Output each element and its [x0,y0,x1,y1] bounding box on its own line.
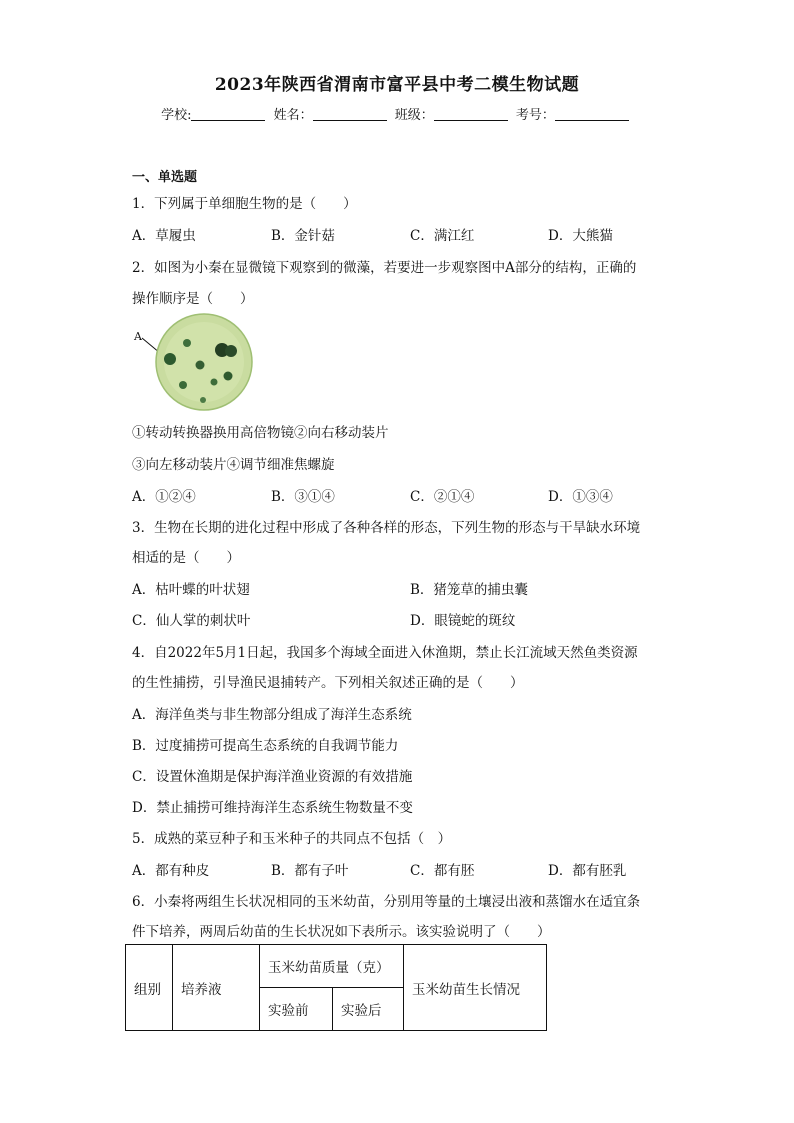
q4-option-a[interactable]: A．海洋鱼类与非生物部分组成了海洋生态系统 [132,707,412,723]
experiment-table [125,944,547,1031]
page-title: 2023年陕西省渭南市富平县中考二模生物试题 [214,75,580,95]
q3-stem-line1: 3．生物在长期的进化过程中形成了各种各样的形态，下列生物的形态与干旱缺水环境 [132,520,641,536]
q3-option-b[interactable]: B．猪笼草的捕虫囊 [410,582,528,598]
name-blank[interactable] [313,108,387,121]
table-header-medium: 培养液 [173,945,260,1031]
q3-option-c[interactable]: C．仙人掌的刺状叶 [132,613,251,629]
q1-option-d[interactable]: D．大熊猫 [548,228,613,244]
q2-steps-line2: ③向左移动装片④调节细准焦螺旋 [132,457,335,473]
algae-cell [211,379,218,386]
q4-option-d[interactable]: D．禁止捕捞可维持海洋生态系统生物数量不变 [132,800,413,816]
class-blank[interactable] [434,108,508,121]
q6-stem-line2: 件下培养，两周后幼苗的生长状况如下表所示。该实验说明了（ ） [132,924,551,940]
algae-cell [179,381,187,389]
q5-option-a[interactable]: A．都有种皮 [132,863,210,879]
q2-option-d[interactable]: D．①③④ [548,489,613,505]
section-heading: 一、单选题 [132,170,198,185]
algae-cell [225,345,237,357]
q4-stem-line1: 4．自2022年5月1日起，我国多个海域全面进入休渔期，禁止长江流域天然鱼类资源 [132,645,638,661]
table-header-before: 实验前 [260,988,333,1031]
q2-stem-line1: 2．如图为小秦在显微镜下观察到的微藻，若要进一步观察图中A部分的结构，正确的 [132,260,637,276]
table-header-after: 实验后 [333,988,404,1031]
number-blank[interactable] [555,108,629,121]
figure-label-a: A [134,330,142,343]
school-label: 学校: [161,108,192,123]
q3-stem-line2: 相适的是（ ） [132,550,240,566]
algae-cell [196,361,205,370]
algae-cell [200,397,206,403]
q2-option-a[interactable]: A．①②④ [132,489,196,505]
q1-option-b[interactable]: B．金针菇 [271,228,335,244]
q1-option-c[interactable]: C．满江红 [410,228,475,244]
table-header-mass: 玉米幼苗质量（克） [260,945,404,988]
number-label: 考号： [515,108,555,123]
q1-stem: 1．下列属于单细胞生物的是（ ） [132,196,357,212]
microscope-algae-figure [130,312,256,412]
q5-option-d[interactable]: D．都有胚乳 [548,863,627,879]
table-header-growth: 玉米幼苗生长情况 [404,945,547,1031]
q1-option-a[interactable]: A．草履虫 [132,228,196,244]
q2-steps-line1: ①转动转换器换用高倍物镜②向右移动装片 [132,425,389,441]
q4-stem-line2: 的生性捕捞，引导渔民退捕转产。下列相关叙述正确的是（ ） [132,675,524,691]
q5-option-b[interactable]: B．都有子叶 [271,863,349,879]
class-label: 班级： [394,108,434,123]
school-blank[interactable] [191,108,265,121]
q3-option-d[interactable]: D．眼镜蛇的斑纹 [410,613,516,629]
table-header-group: 组别 [126,945,173,1031]
algae-cell [183,339,191,347]
name-label: 姓名： [273,108,313,123]
q6-stem-line1: 6．小秦将两组生长状况相同的玉米幼苗，分别用等量的土壤浸出液和蒸馏水在适宜条 [132,894,641,910]
q5-option-c[interactable]: C．都有胚 [410,863,475,879]
algae-cell [224,372,233,381]
algae-cell [164,353,176,365]
q3-option-a[interactable]: A．枯叶蝶的叶状翅 [132,582,250,598]
q5-stem: 5．成熟的菜豆种子和玉米种子的共同点不包括（ ） [132,831,452,847]
student-info-line [0,104,794,123]
q2-option-b[interactable]: B．③①④ [271,489,335,505]
q2-stem-line2: 操作顺序是（ ） [132,291,254,307]
q2-option-c[interactable]: C．②①④ [410,489,475,505]
field-highlight [164,322,244,402]
q4-option-b[interactable]: B．过度捕捞可提高生态系统的自我调节能力 [132,738,399,754]
q4-option-c[interactable]: C．设置休渔期是保护海洋渔业资源的有效措施 [132,769,413,785]
